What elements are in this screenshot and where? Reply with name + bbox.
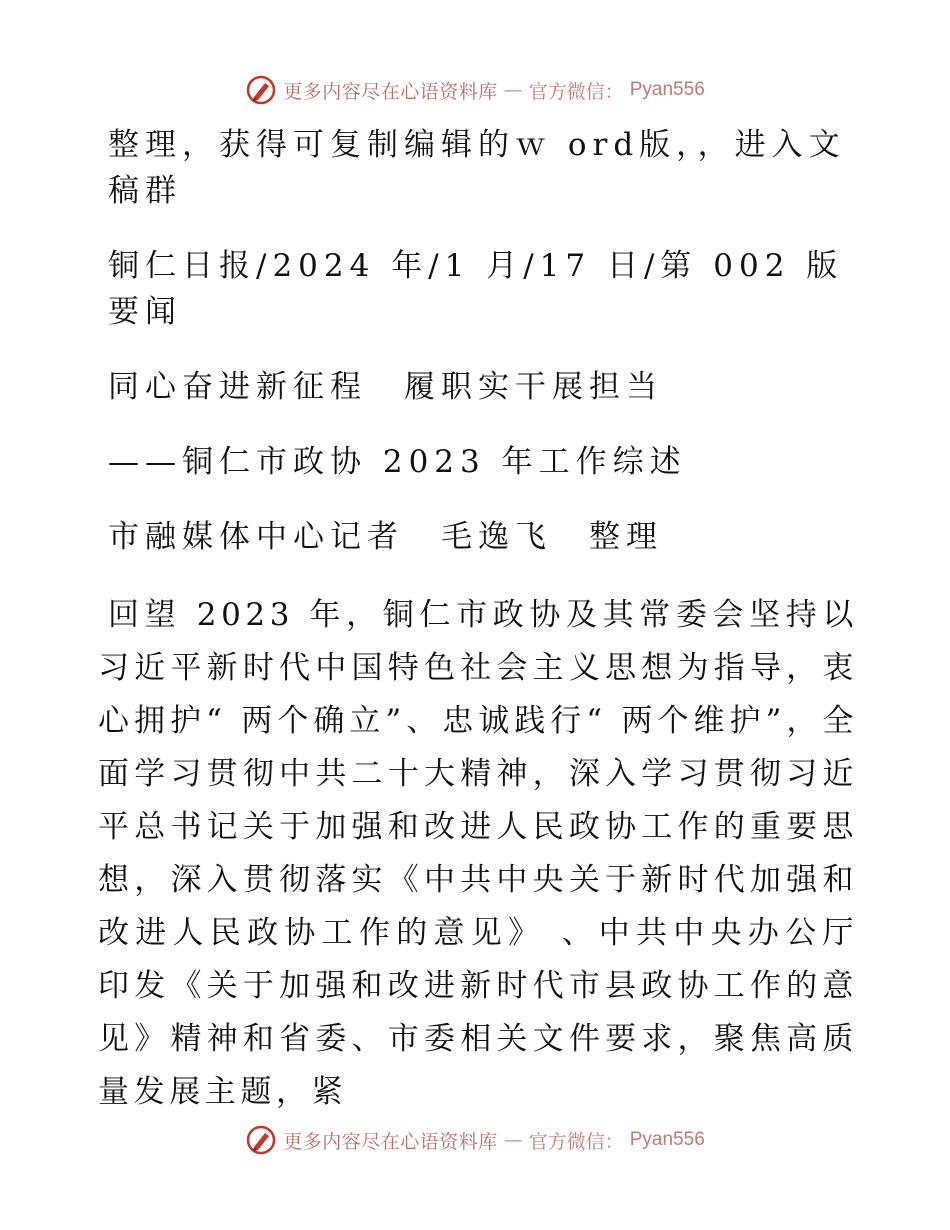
watermark-separator: —: [503, 79, 523, 101]
header-watermark: [0, 72, 950, 108]
source-line: 铜仁日报/2024 年/1 月/17 日/第 002 版要闻: [108, 248, 844, 330]
pen-logo-icon: [245, 74, 277, 106]
watermark-text: 更多内容尽在心语资料库: [283, 1130, 498, 1153]
article-title: 同心奋进新征程 履职实干展担当: [108, 369, 663, 405]
body-paragraph: 回望 2023 年，铜仁市政协及其常委会坚持以习近平新时代中国特色社会主义思想为指导，衷心拥护“ 两个确立”、忠诚践行“ 两个维护”，全面学习贯彻中共二十大精神，深入学习贯彻习近平总书记关于加强和改进人民政协工作的重要思想，深入贯彻落实《中共中央关于新时代加强和改进人民政协工作的意见》 、中共中央办公厅印发《关于加强和改进新时代市县政协工作的意见》精神和省委、市委相关文件要求，聚焦高质量发展主题，紧: [98, 597, 858, 1110]
watermark-separator: —: [503, 1129, 523, 1151]
watermark-id: Pyan556: [629, 1129, 705, 1150]
document-body: [98, 122, 858, 1119]
watermark-text: 更多内容尽在心语资料库: [283, 80, 498, 103]
watermark-id: Pyan556: [629, 79, 705, 100]
byline: 市融媒体中心记者 毛逸飞 整理: [108, 519, 663, 555]
watermark-label: 官方微信：: [528, 1130, 624, 1153]
watermark-label: 官方微信：: [528, 80, 624, 103]
pen-logo-icon: [245, 1124, 277, 1156]
intro-text: 整理，获得可复制编辑的ｗ ord版，，进入文稿群: [108, 127, 846, 209]
article-subtitle: ——铜仁市政协 2023 年工作综述: [108, 444, 687, 480]
footer-watermark: [0, 1122, 950, 1158]
